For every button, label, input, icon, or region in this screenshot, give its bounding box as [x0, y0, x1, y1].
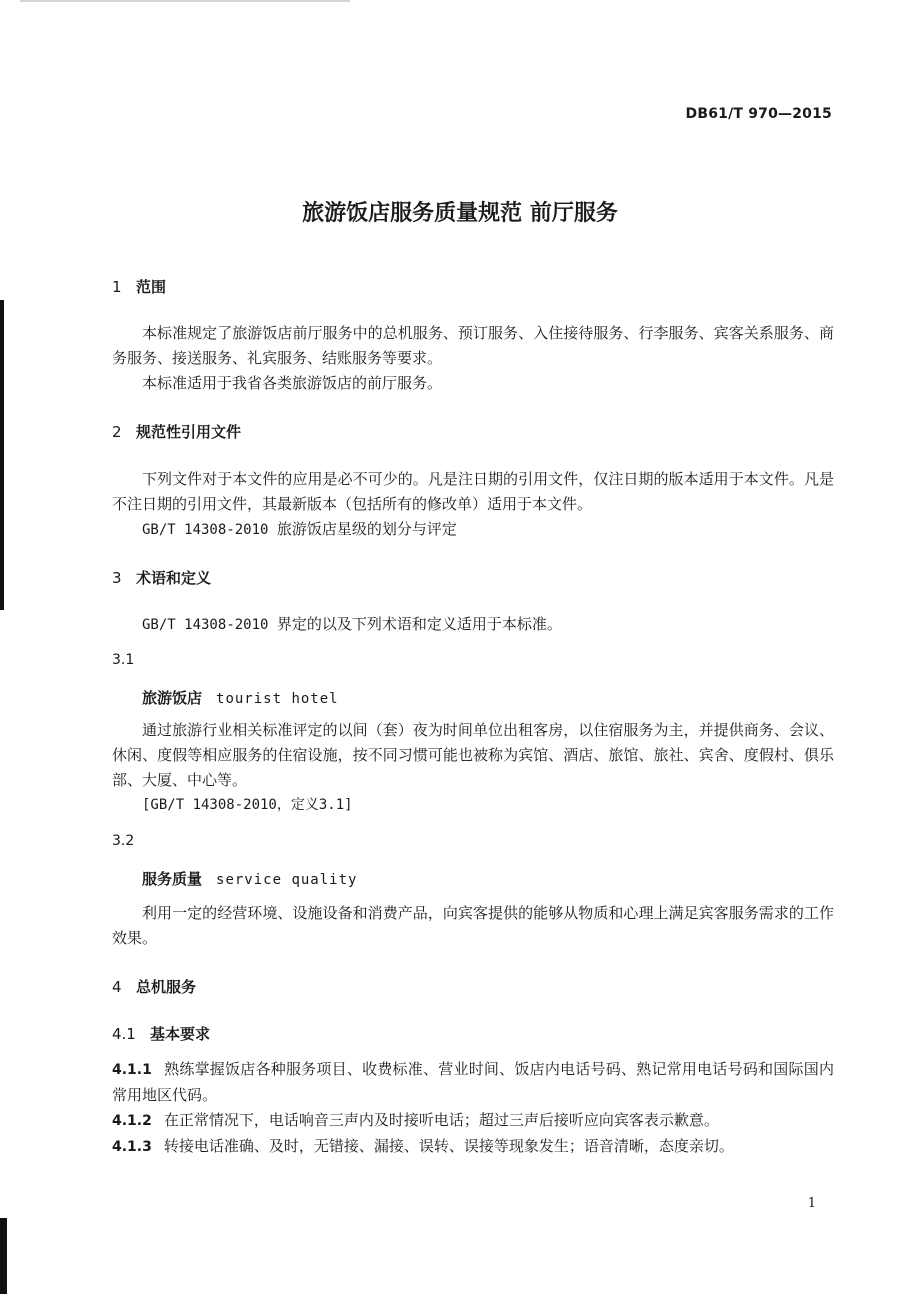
- section-number: 2: [112, 423, 122, 441]
- section-number: 1: [112, 278, 122, 296]
- term-source: [GB/T 14308-2010，定义3.1]: [142, 797, 353, 813]
- reference-code: GB/T 14308-2010: [142, 617, 269, 633]
- term-definition: [112, 718, 834, 818]
- term-number: 3.1: [112, 652, 135, 668]
- section-title: 总机服务: [136, 978, 197, 996]
- paragraph: 本标准规定了旅游饭店前厅服务中的总机服务、预订服务、入住接待服务、行李服务、宾客关系服务、商务服务、接送服务、礼宾服务、结账服务等要求。: [112, 324, 834, 367]
- paragraph: 利用一定的经营环境、设施设备和消费产品，向宾客提供的能够从物质和心理上满足宾客服务需求的工作效果。: [112, 904, 834, 947]
- document-code: DB61/T 970—2015: [685, 106, 832, 122]
- section-1-body: [112, 321, 834, 396]
- subsection-title: 基本要求: [150, 1025, 211, 1043]
- section-title: 范围: [136, 278, 167, 296]
- clause-number: 4.1.3: [112, 1139, 152, 1155]
- section-number: 4: [112, 978, 122, 996]
- clause-text: 在正常情况下，电话响音三声内及时接听电话；超过三声后接听应向宾客表示歉意。: [163, 1111, 719, 1129]
- clause-4-1-3: [112, 1134, 834, 1160]
- term-number: 3.2: [112, 833, 135, 849]
- paragraph: 本标准适用于我省各类旅游饭店的前厅服务。: [142, 374, 443, 392]
- section-number: 3: [112, 569, 122, 587]
- scan-edge-mark: [0, 300, 4, 610]
- term-zh: 服务质量: [142, 870, 203, 888]
- scan-artifact-line: [20, 0, 350, 2]
- scan-edge-mark-bottom: [0, 1218, 7, 1294]
- section-heading-1: [112, 276, 166, 297]
- reference-code: GB/T 14308-2010: [142, 522, 269, 538]
- clause-4-1-1: [112, 1057, 834, 1108]
- term-definition: [112, 901, 834, 951]
- clause-number: 4.1.2: [112, 1113, 152, 1129]
- paragraph: 通过旅游行业相关标准评定的以间（套）夜为时间单位出租客房，以住宿服务为主，并提供商务、会议、休闲、度假等相应服务的住宿设施，按不同习惯可能也被称为宾馆、酒店、旅馆、旅社、宾舍、度假村、俱乐部、大厦、中心等。: [112, 721, 834, 789]
- term-en: service quality: [216, 872, 358, 888]
- normative-reference: [112, 517, 834, 543]
- section-heading-3: [112, 567, 211, 588]
- clause-number: 4.1.1: [112, 1062, 152, 1078]
- clause-text: 转接电话准确、及时，无错接、漏接、误转、误接等现象发生；语音清晰，态度亲切。: [163, 1137, 734, 1155]
- reference-title: 旅游饭店星级的划分与评定: [276, 520, 457, 538]
- paragraph: 下列文件对于本文件的应用是必不可少的。凡是注日期的引用文件，仅注日期的版本适用于本文件。凡是不注日期的引用文件，其最新版本（包括所有的修改单）适用于本文件。: [112, 470, 834, 513]
- page-number: 1: [807, 1196, 816, 1211]
- subsection-number: 4.1: [112, 1025, 136, 1043]
- term-zh: 旅游饭店: [142, 689, 203, 707]
- term-en: tourist hotel: [216, 691, 339, 707]
- section-2-body: [112, 467, 834, 543]
- subsection-heading-4-1: [112, 1023, 210, 1044]
- section-title: 规范性引用文件: [136, 423, 242, 441]
- clause-4-1-2: [112, 1108, 834, 1134]
- section-heading-4: [112, 976, 196, 997]
- scope-text: 界定的以及下列术语和定义适用于本标准。: [276, 615, 562, 633]
- section-title: 术语和定义: [136, 569, 212, 587]
- section-3-intro: [112, 612, 834, 638]
- page-title: 旅游饭店服务质量规范 前厅服务: [302, 201, 618, 226]
- term-entry: [142, 687, 339, 708]
- term-entry: [142, 868, 357, 889]
- clause-text: 熟练掌握饭店各种服务项目、收费标准、营业时间、饭店内电话号码、熟记常用电话号码和国际国内常用地区代码。: [112, 1060, 834, 1104]
- section-heading-2: [112, 421, 241, 442]
- definition-scope: [112, 612, 834, 638]
- clause-list: [112, 1057, 834, 1160]
